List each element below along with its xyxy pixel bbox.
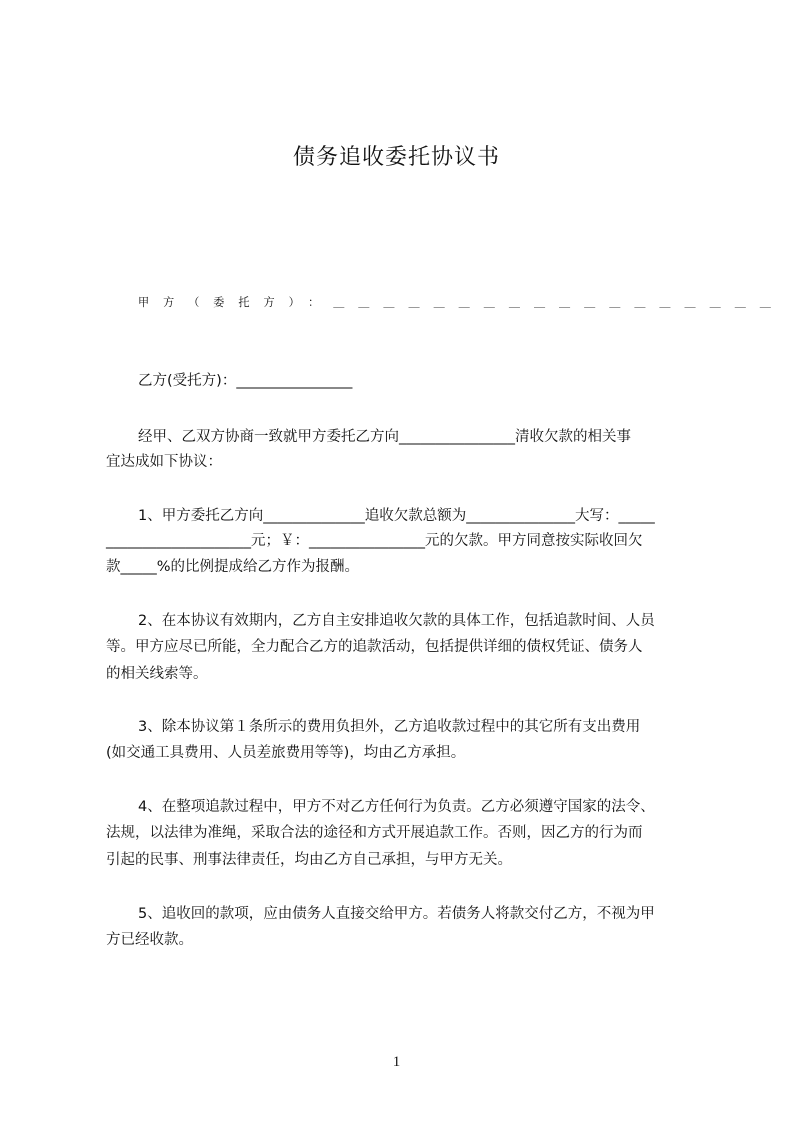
clause-3-line-1: 3、除本协议第１条所示的费用负担外，乙方追收款过程中的其它所有支出费用 [138,719,641,735]
clause-4-line-3: 引起的民事、刑事法律责任，均由乙方自己承担，与甲方无关。 [106,852,512,868]
intro-line-2: 宜达成如下协议： [106,454,222,470]
clause-5-line-2: 方已经收款。 [106,932,193,948]
party-b-line: 乙方(受托方)：________________ [138,373,353,389]
clause-2-line-2: 等。甲方应尽已所能，全力配合乙方的追款活动，包括提供详细的债权凭证、债务人 [106,639,643,655]
clause-1-line-2: ____________________元；￥：________________元的欠款。甲方同意按实际收回欠 [106,533,643,549]
clause-4-line-2: 法规，以法律为准绳，采取合法的途径和方式开展追款工作。否则，因乙方的行为而 [106,825,643,841]
clause-2-line-3: 的相关线索等。 [106,666,208,682]
clause-4-line-1: 4、在整项追款过程中，甲方不对乙方任何行为负责。乙方必须遵守国家的法令、 [138,799,655,815]
party-a-line: 甲方（委托方）：＿＿＿＿＿＿＿＿＿＿＿＿＿＿＿＿＿＿ [138,296,785,309]
clause-1-line-1: 1、甲方委托乙方向______________追收欠款总额为_______________大写：_____ [138,508,655,524]
clause-1-line-3: 款_____%的比例提成给乙方作为报酬。 [106,559,360,575]
clause-2-line-1: 2、在本协议有效期内，乙方自主安排追收欠款的具体工作，包括追款时间、人员 [138,613,655,629]
clause-5-line-1: 5、追收回的款项，应由债务人直接交给甲方。若债务人将款交付乙方，不视为甲 [138,906,655,922]
clause-3-line-2: (如交通工具费用、人员差旅费用等等)，均由乙方承担。 [106,745,466,761]
document-title: 债务追收委托协议书 [292,145,500,170]
page-number: 1 [392,1054,401,1070]
intro-line-1: 经甲、乙双方协商一致就甲方委托乙方向________________清收欠款的相关事 [138,429,631,445]
